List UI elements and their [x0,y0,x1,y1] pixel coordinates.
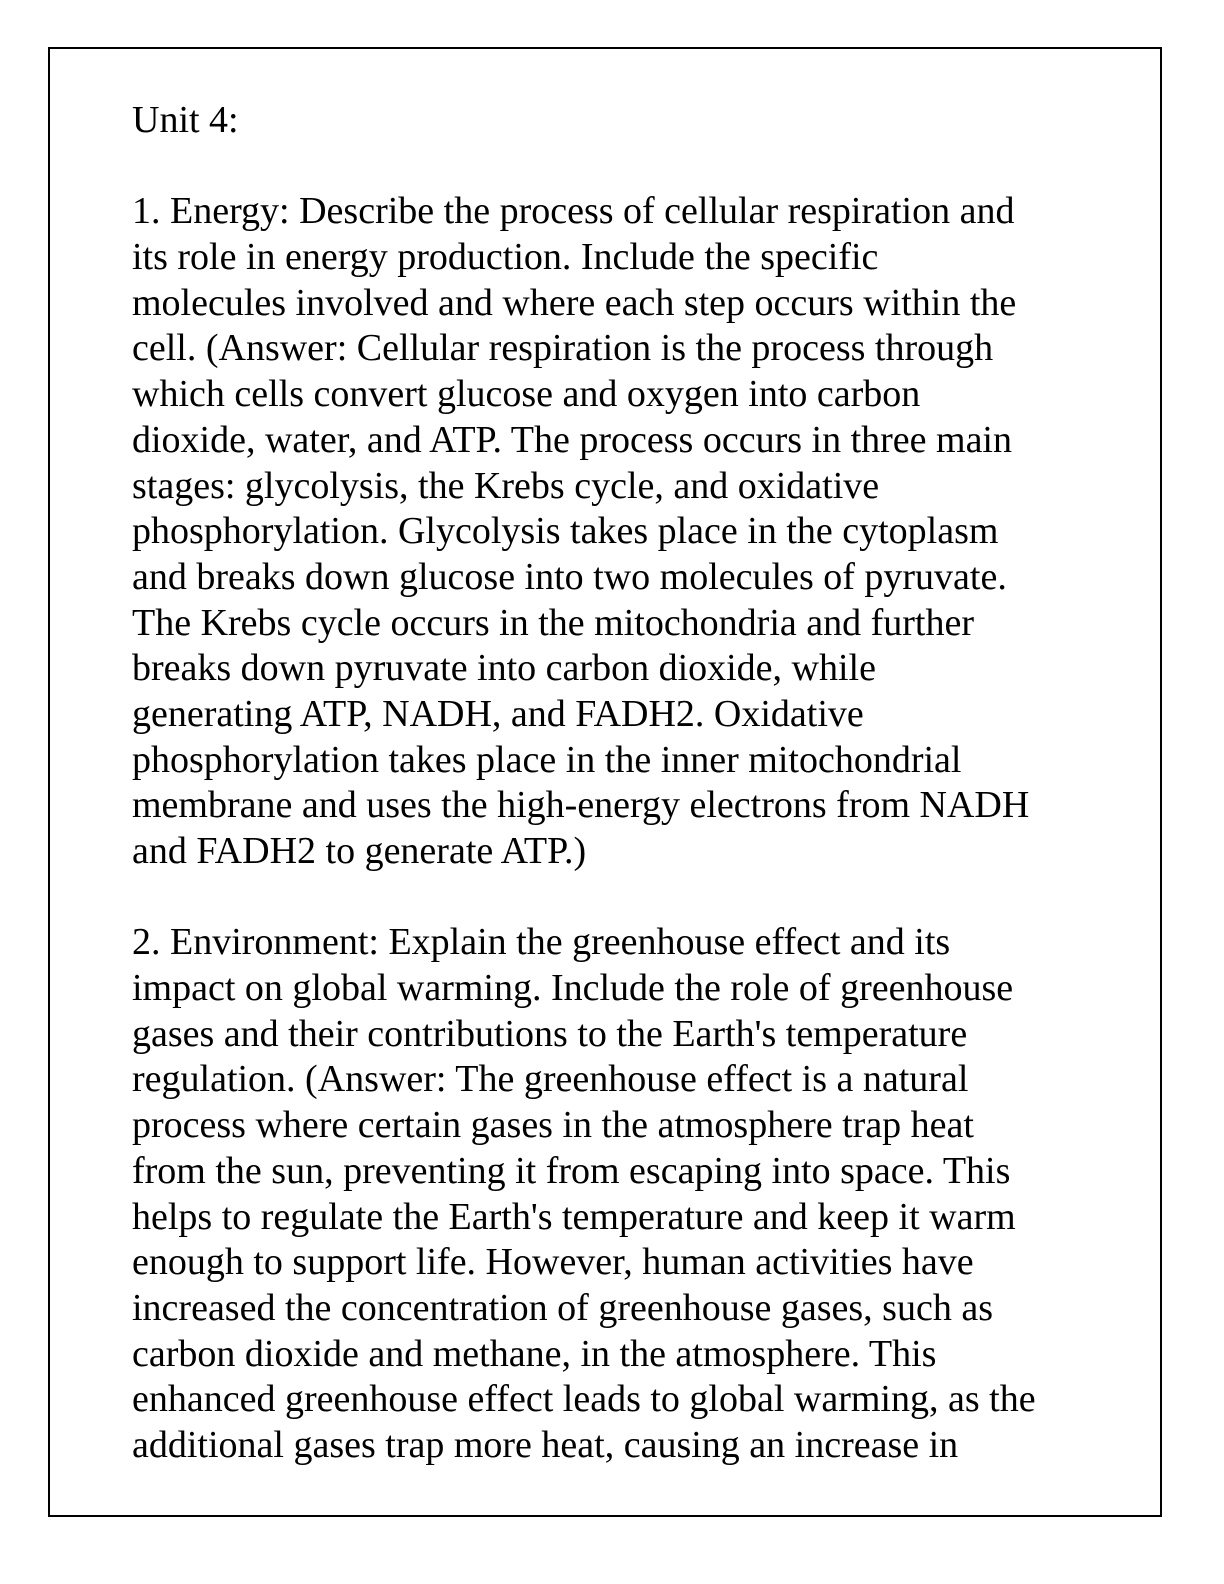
question-line: The Krebs cycle occurs in the mitochondria and further [132,601,975,644]
spacer [132,875,1132,921]
question-line: gases and their contributions to the Earth's temperature [132,1012,968,1055]
question-2 [132,920,1132,1468]
question-line: enough to support life. However, human activities have [132,1241,974,1284]
question-line: breaks down pyruvate into carbon dioxide, while [132,647,876,690]
question-line: 2. Environment: Explain the greenhouse effect and its [132,921,951,964]
spacer [132,144,1132,190]
question-line: phosphorylation. Glycolysis takes place in the cytoplasm [132,510,999,553]
question-line: phosphorylation takes place in the inner mitochondrial [132,738,962,781]
unit-heading: Unit 4: [132,99,239,141]
question-line: molecules involved and where each step occurs within the [132,281,1017,324]
question-line: regulation. (Answer: The greenhouse effect is a natural [132,1058,969,1101]
question-line: its role in energy production. Include the specific [132,236,879,279]
question-line: dioxide, water, and ATP. The process occurs in three main [132,418,1012,461]
question-line: stages: glycolysis, the Krebs cycle, and oxidative [132,464,880,507]
question-line: generating ATP, NADH, and FADH2. Oxidative [132,692,864,735]
question-line: helps to regulate the Earth's temperature and keep it warm [132,1195,1016,1238]
question-line: increased the concentration of greenhouse gases, such as [132,1286,993,1329]
question-line: 1. Energy: Describe the process of cellular respiration and [132,190,1015,233]
question-line: carbon dioxide and methane, in the atmosphere. This [132,1332,937,1375]
question-line: membrane and uses the high-energy electrons from NADH [132,784,1030,827]
question-line: additional gases trap more heat, causing an increase in [132,1423,959,1466]
question-line: cell. (Answer: Cellular respiration is the process through [132,327,994,370]
document-body [132,98,1132,1469]
question-line: and FADH2 to generate ATP.) [132,830,587,872]
question-line: impact on global warming. Include the role of greenhouse [132,967,1014,1010]
question-line: enhanced greenhouse effect leads to global warming, as the [132,1378,1036,1421]
question-line: and breaks down glucose into two molecules of pyruvate. [132,555,1007,598]
question-1 [132,189,1132,874]
question-line: process where certain gases in the atmosphere trap heat [132,1104,974,1147]
question-line: from the sun, preventing it from escaping into space. This [132,1149,1011,1192]
question-line: which cells convert glucose and oxygen into carbon [132,373,921,416]
